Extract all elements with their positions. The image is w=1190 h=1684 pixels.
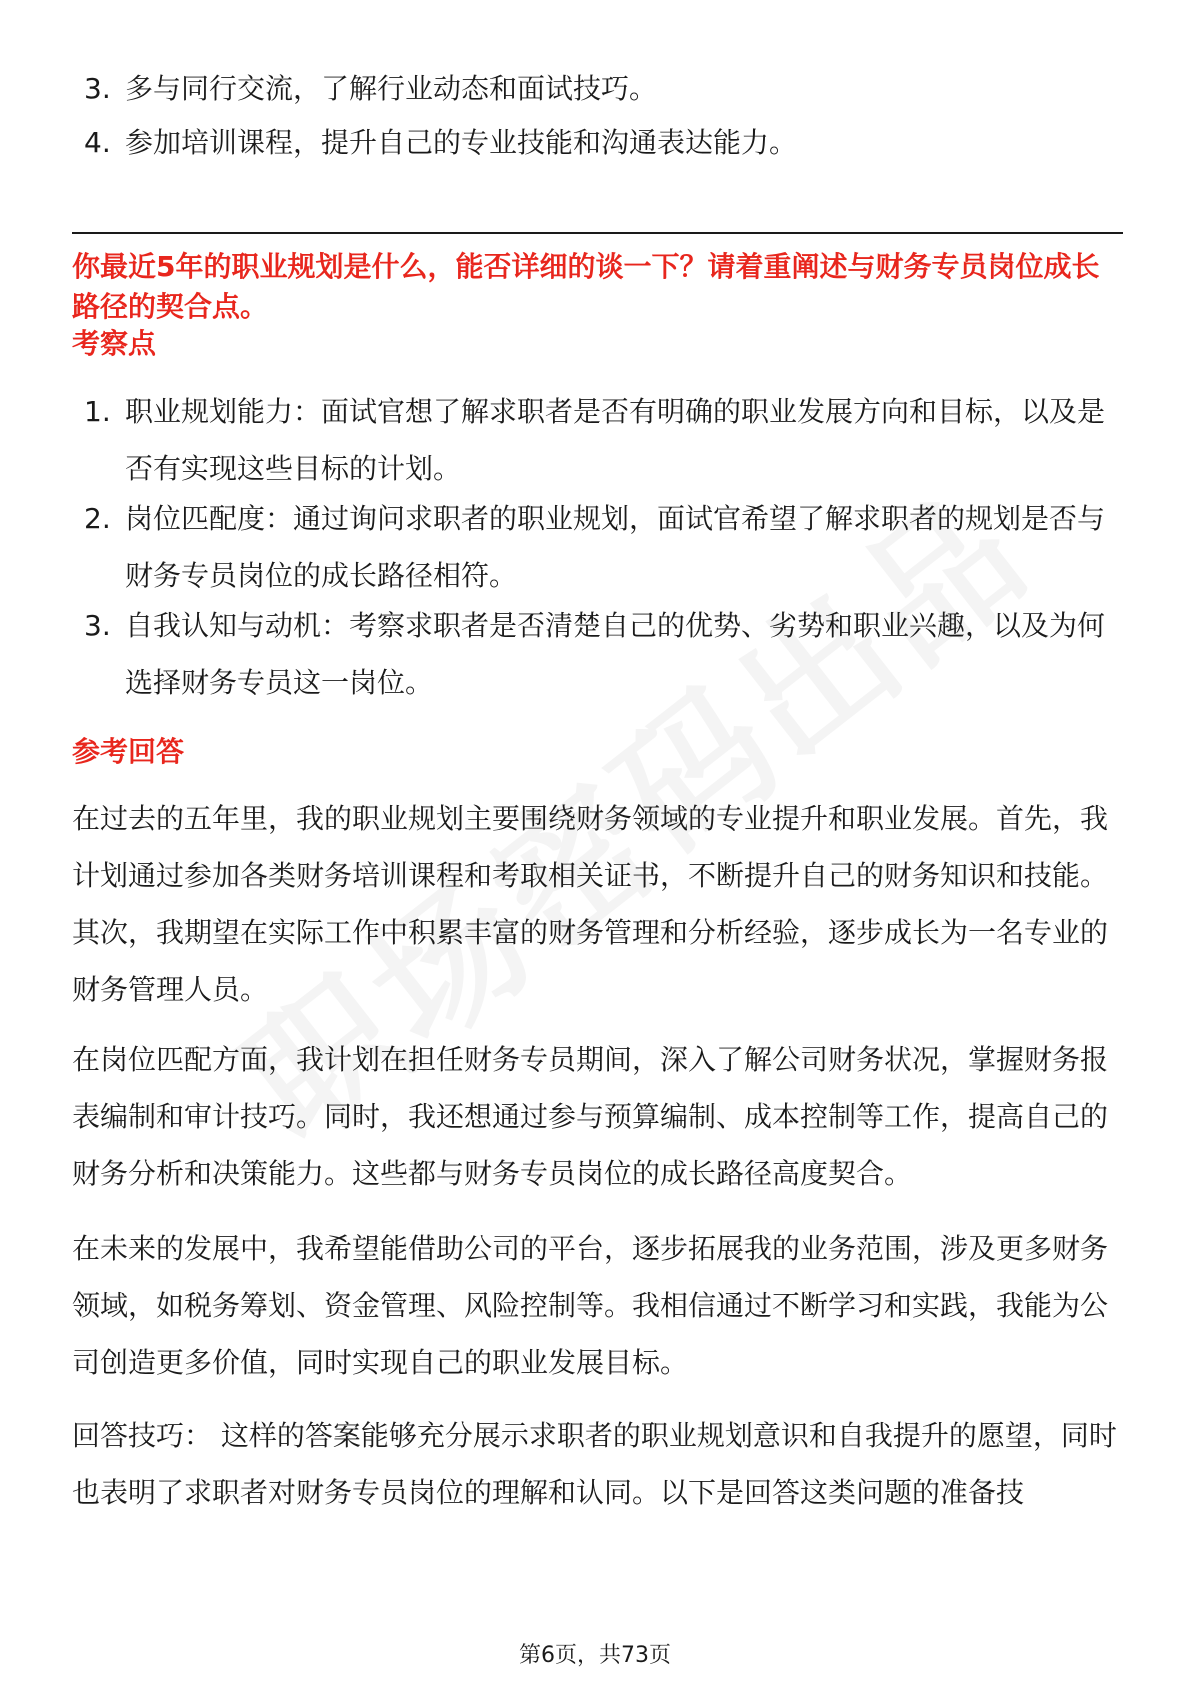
list-item xyxy=(84,60,1124,117)
list-text: 多与同行交流，了解行业动态和面试技巧。 xyxy=(125,72,658,105)
list-number: 3. xyxy=(84,609,111,642)
list-item xyxy=(84,114,1124,171)
exam-point-item xyxy=(84,490,1124,604)
answer-paragraph: 在过去的五年里，我的职业规划主要围绕财务领域的专业提升和职业发展。首先，我计划通过参加各类财务培训课程和考取相关证书，不断提升自己的财务知识和技能。其次，我期望在实际工作中积累丰富的财务管理和分析经验，逐步成长为一名专业的财务管理人员。 xyxy=(72,802,1109,1006)
exam-points-heading: 考察点 xyxy=(72,327,157,360)
exam-point-item xyxy=(84,597,1124,711)
list-number: 1. xyxy=(84,395,111,428)
answer-heading: 参考回答 xyxy=(72,735,185,768)
list-number: 4. xyxy=(84,126,111,159)
list-number: 2. xyxy=(84,502,111,535)
answer-paragraph: 在岗位匹配方面，我计划在担任财务专员期间，深入了解公司财务状况，掌握财务报表编制和审计技巧。同时，我还想通过参与预算编制、成本控制等工作，提高自己的财务分析和决策能力。这些都与财务专员岗位的成长路径高度契合。 xyxy=(72,1043,1109,1190)
exam-point-item xyxy=(84,383,1124,497)
answer-tips: 回答技巧： 这样的答案能够充分展示求职者的职业规划意识和自我提升的愿望，同时也表明了求职者对财务专员岗位的理解和认同。以下是回答这类问题的准备技 xyxy=(72,1419,1117,1509)
list-text: 岗位匹配度：通过询问求职者的职业规划，面试官希望了解求职者的规划是否与财务专员岗位的成长路径相符。 xyxy=(125,502,1106,592)
list-number: 3. xyxy=(84,72,111,105)
list-text: 职业规划能力：面试官想了解求职者是否有明确的职业发展方向和目标，以及是否有实现这些目标的计划。 xyxy=(125,395,1106,485)
list-text: 自我认知与动机：考察求职者是否清楚自己的优势、劣势和职业兴趣，以及为何选择财务专员这一岗位。 xyxy=(125,609,1106,699)
list-text: 参加培训课程，提升自己的专业技能和沟通表达能力。 xyxy=(125,126,798,159)
question-title: 你最近5年的职业规划是什么，能否详细的谈一下？请着重阐述与财务专员岗位成长路径的契合点。 xyxy=(72,250,1100,323)
page-number: 第6页，共73页 xyxy=(519,1643,671,1668)
section-divider xyxy=(72,232,1123,234)
answer-paragraph: 在未来的发展中，我希望能借助公司的平台，逐步拓展我的业务范围，涉及更多财务领域，如税务筹划、资金管理、风险控制等。我相信通过不断学习和实践，我能为公司创造更多价值，同时实现自己的职业发展目标。 xyxy=(72,1232,1109,1379)
